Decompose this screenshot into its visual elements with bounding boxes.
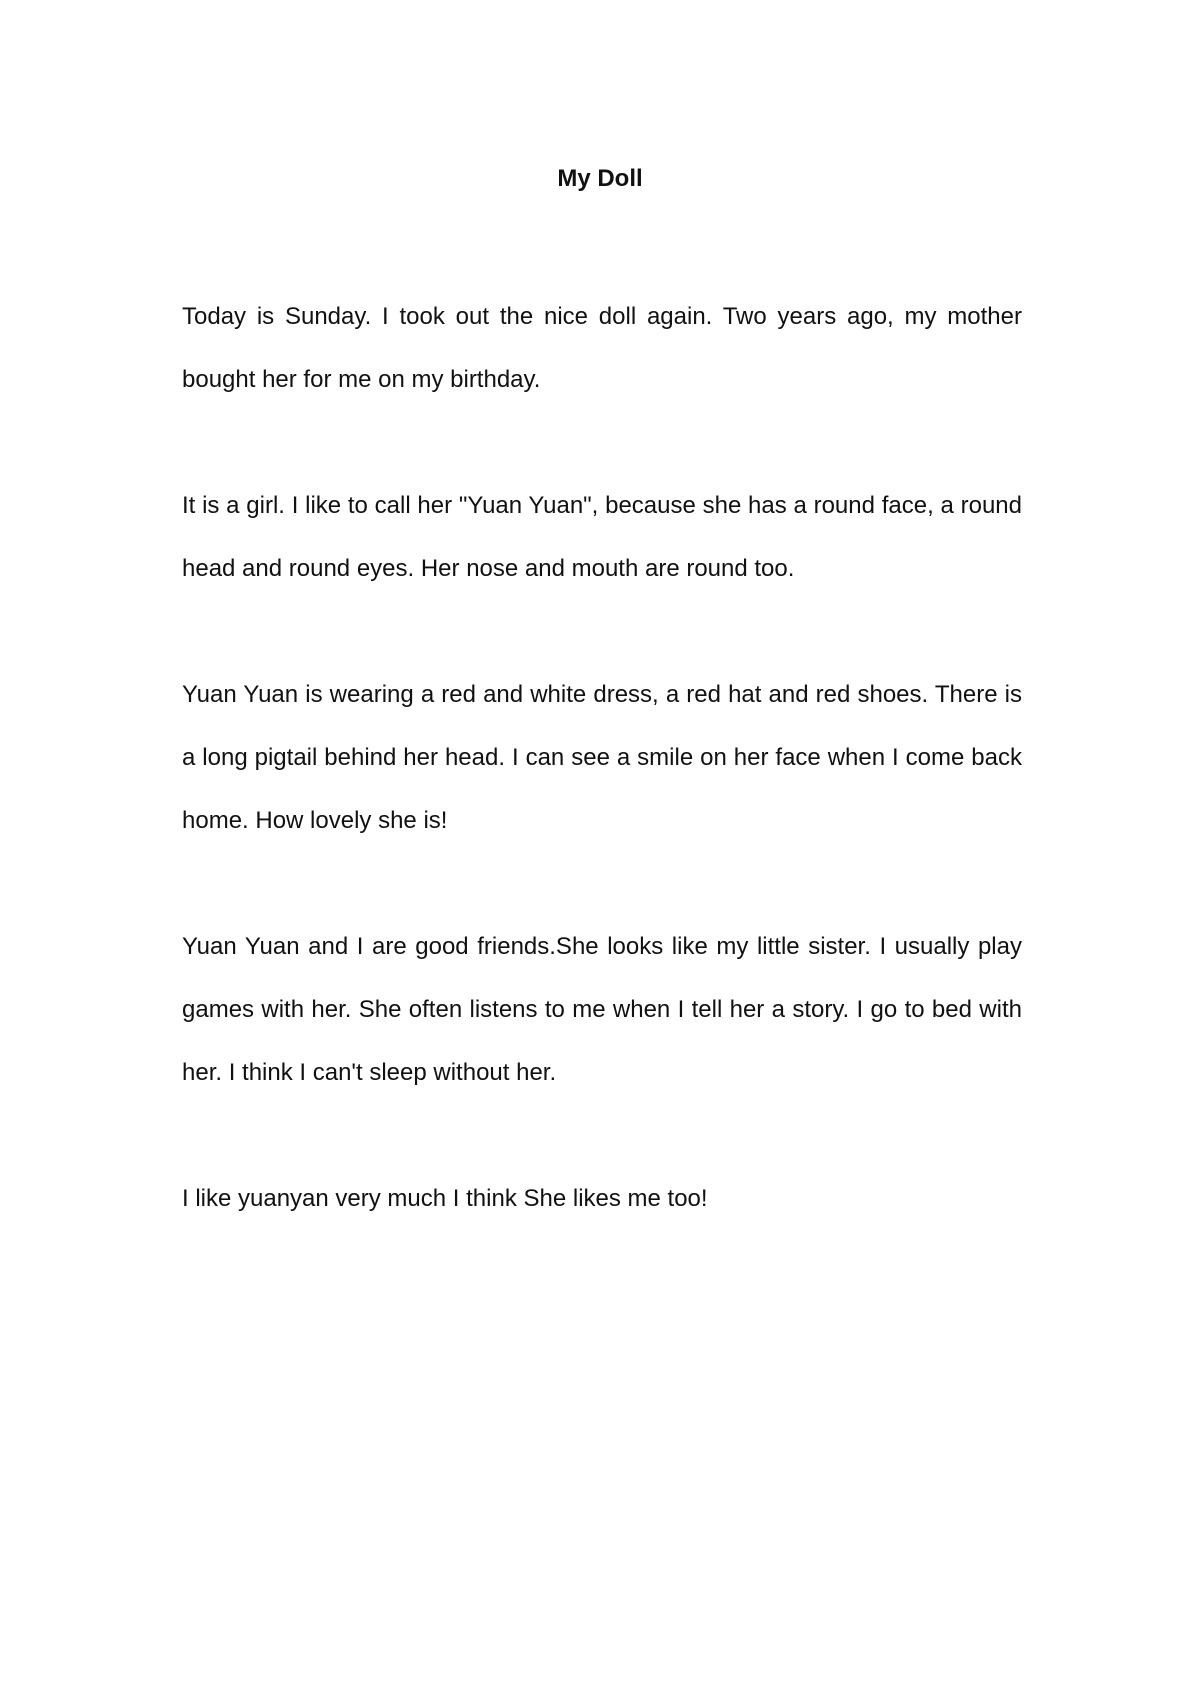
paragraph-4: Yuan Yuan and I are good friends.She looks like my little sister. I usually play games with her. She often listens to me when I tell her a story. I go to bed with her. I think I can't sleep without her. <box>182 933 1022 1086</box>
paragraph-2: It is a girl. I like to call her "Yuan Yuan", because she has a round face, a round head and round eyes. Her nose and mouth are round too. <box>182 492 1022 582</box>
paragraph-3: Yuan Yuan is wearing a red and white dress, a red hat and red shoes. There is a long pigtail behind her head. I can see a smile on her face when I come back home. How lovely she is! <box>182 681 1022 834</box>
paragraph-5: I like yuanyan very much I think She likes me too! <box>182 1185 708 1212</box>
document-body <box>182 285 1022 1293</box>
document-title: My Doll <box>557 165 643 192</box>
paragraph-1: Today is Sunday. I took out the nice doll again. Two years ago, my mother bought her for me on my birthday. <box>182 303 1022 393</box>
